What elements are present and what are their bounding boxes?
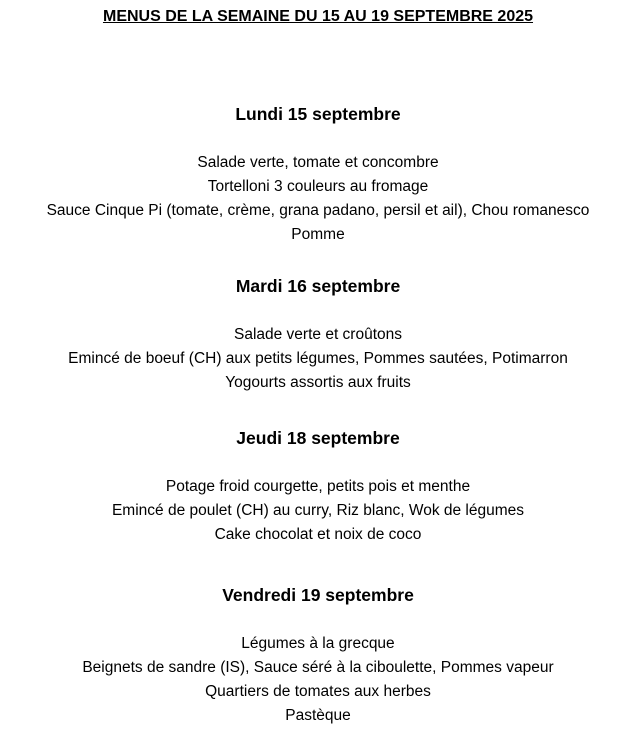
menu-item: Potage froid courgette, petits pois et menthe [165, 478, 471, 495]
menu-item: Pomme [291, 226, 345, 243]
day-section-vendredi [0, 584, 636, 728]
menu-item: Yogourts assortis aux fruits [225, 374, 411, 391]
menu-item: Sauce Cinque Pi (tomate, crème, grana padano, persil et ail), Chou romanesco [46, 202, 590, 219]
day-heading: Vendredi 19 septembre [222, 585, 414, 605]
menu-item-list [0, 151, 636, 247]
day-heading: Mardi 16 septembre [235, 276, 401, 296]
page-title: MENUS DE LA SEMAINE DU 15 AU 19 SEPTEMBRE 2025 [102, 8, 534, 25]
menu-item: Emincé de boeuf (CH) aux petits légumes, Pommes sautées, Potimarron [68, 350, 568, 367]
menu-item-list [0, 475, 636, 547]
menu-item: Cake chocolat et noix de coco [214, 526, 422, 543]
menu-item: Légumes à la grecque [241, 635, 395, 652]
day-heading: Jeudi 18 septembre [236, 428, 400, 448]
menu-item: Emincé de poulet (CH) au curry, Riz blanc, Wok de légumes [111, 502, 525, 519]
menu-item: Quartiers de tomates aux herbes [205, 683, 431, 700]
menu-item: Tortelloni 3 couleurs au fromage [207, 178, 429, 195]
menu-item: Salade verte et croûtons [233, 326, 403, 343]
day-section-lundi [0, 103, 636, 247]
day-section-jeudi [0, 427, 636, 547]
menu-item-list [0, 323, 636, 395]
menu-item: Salade verte, tomate et concombre [197, 154, 439, 171]
menu-item: Pastèque [285, 707, 351, 724]
menu-item-list [0, 632, 636, 728]
menu-item: Beignets de sandre (IS), Sauce séré à la ciboulette, Pommes vapeur [82, 659, 554, 676]
day-section-mardi [0, 275, 636, 395]
day-heading: Lundi 15 septembre [235, 104, 401, 124]
